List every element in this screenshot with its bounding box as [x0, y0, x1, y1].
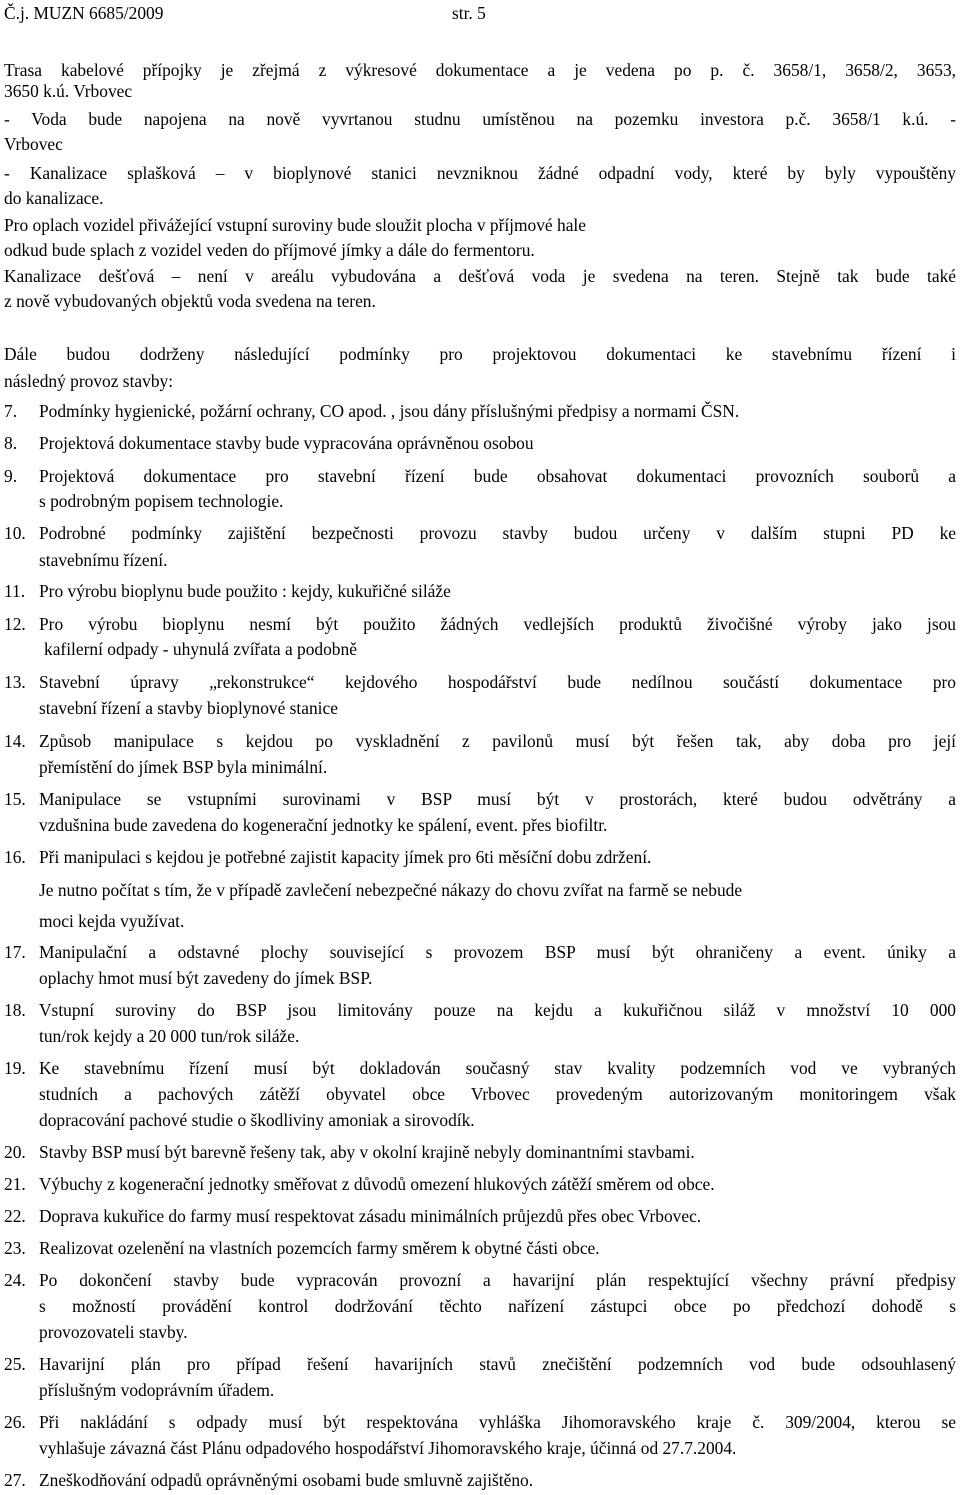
item-number: 9.: [4, 466, 18, 486]
item-number: 10.: [4, 523, 26, 543]
item-number: 7.: [4, 401, 18, 421]
item-line: provozovateli stavby.: [39, 1322, 188, 1342]
item-line: Podrobné podmínky zajištění bezpečnosti provozu stavby budou určeny v dalším stupni PD ke: [39, 523, 956, 543]
item-number: 15.: [4, 789, 26, 809]
intro-line: - Voda bude napojena na nově vyvrtanou studnu umístěnou na pozemku investora p.č. 3658/1 k.ú. -: [4, 109, 956, 129]
item-line: příslušným vodoprávním úřadem.: [39, 1380, 275, 1400]
item-line: Projektová dokumentace stavby bude vypracována oprávněnou osobou: [39, 433, 534, 453]
item-line: vyhlašuje závazná část Plánu odpadového hospodářství Jihomoravského kraje, účinná od 27.7.2004.: [39, 1438, 737, 1458]
item-line: přemístění do jímek BSP byla minimální.: [39, 757, 328, 777]
intro-line: Trasa kabelové přípojky je zřejmá z výkresové dokumentace a je vedena po p. č. 3658/1, 3658/2, 3653,: [4, 60, 956, 80]
item-line: kafilerní odpady - uhynulá zvířata a podobně: [44, 639, 357, 659]
item-line: oplachy hmot musí být zavedeny do jímek BSP.: [39, 968, 373, 988]
conditions-intro-line: následný provoz stavby:: [4, 371, 174, 391]
item-number: 12.: [4, 614, 26, 634]
intro-line: z nově vybudovaných objektů voda svedena na teren.: [4, 291, 376, 311]
item-number: 20.: [4, 1142, 26, 1162]
item-line: moci kejda využívat.: [39, 911, 185, 931]
item-number: 19.: [4, 1058, 26, 1078]
item-number: 27.: [4, 1470, 26, 1490]
intro-line: Kanalizace dešťová – není v areálu vybudována a dešťová voda je svedena na teren. Stejně tak bude také: [4, 266, 956, 286]
item-line: dopracování pachové studie o škodliviny amoniak a sirovodík.: [39, 1110, 475, 1130]
item-line: Po dokončení stavby bude vypracován provozní a havarijní plán respektující všechny právní předpisy: [39, 1270, 956, 1290]
item-number: 11.: [4, 581, 26, 601]
item-line: Stavební úpravy „rekonstrukce“ kejdového hospodářství bude nedílnou součástí dokumentace pro: [39, 672, 956, 692]
item-line: Zneškodňování odpadů oprávněnými osobami bude smluvně zajištěno.: [39, 1470, 534, 1490]
intro-line: do kanalizace.: [4, 188, 104, 208]
item-line: Doprava kukuřice do farmy musí respektovat zásadu minimálních průjezdů přes obec Vrbovec.: [39, 1206, 702, 1226]
item-line: studních a pachových zátěží obyvatel obce Vrbovec provedeným autorizovaným monitoringem však: [39, 1084, 956, 1104]
item-line: Při nakládání s odpady musí být respektována vyhláška Jihomoravského kraje č. 309/2004, kterou se: [39, 1412, 956, 1432]
item-number: 14.: [4, 731, 26, 751]
page-number: str. 5: [452, 3, 486, 23]
item-line: s podrobným popisem technologie.: [39, 491, 284, 511]
item-number: 24.: [4, 1270, 26, 1290]
item-line: Výbuchy z kogenerační jednotky směřovat z důvodů omezení hlukových zátěží směrem od obce.: [39, 1174, 715, 1194]
item-line: Manipulační a odstavné plochy související s provozem BSP musí být ohraničeny a event. úniky a: [39, 942, 956, 962]
item-line: Stavby BSP musí být barevně řešeny tak, aby v okolní krajině nebyly dominantními stavbami.: [39, 1142, 695, 1162]
item-number: 26.: [4, 1412, 26, 1432]
conditions-intro-line: Dále budou dodrženy následující podmínky pro projektovou dokumentaci ke stavebnímu řízení i: [4, 344, 956, 364]
item-number: 8.: [4, 433, 18, 453]
item-line: s možností provádění kontrol dodržování těchto nařízení zástupci obce po předchozí dohodě s: [39, 1296, 956, 1316]
item-line: Realizovat ozelenění na vlastních pozemcích farmy směrem k obytné části obce.: [39, 1238, 600, 1258]
item-line: Podmínky hygienické, požární ochrany, CO apod. , jsou dány příslušnými předpisy a normami ČSN.: [39, 401, 740, 421]
item-number: 13.: [4, 672, 26, 692]
intro-line: - Kanalizace splašková – v bioplynové stanici nevzniknou žádné odpadní vody, které by byly vypouštěny: [4, 163, 956, 183]
intro-line: odkud bude splach z vozidel veden do příjmové jímky a dále do fermentoru.: [4, 240, 535, 260]
item-line: Projektová dokumentace pro stavební řízení bude obsahovat dokumentaci provozních souborů a: [39, 466, 956, 486]
intro-line: Pro oplach vozidel přivážející vstupní suroviny bude sloužit plocha v příjmové hale: [4, 215, 586, 235]
item-number: 22.: [4, 1206, 26, 1226]
page-header: [4, 2, 944, 24]
item-line: tun/rok kejdy a 20 000 tun/rok siláže.: [39, 1026, 300, 1046]
intro-line: Vrbovec: [4, 134, 63, 154]
item-line: Při manipulaci s kejdou je potřebné zajistit kapacity jímek pro 6ti měsíční dobu zdržení.: [39, 847, 652, 867]
reference-number: Č.j. MUZN 6685/2009: [4, 3, 164, 23]
item-line: stavební řízení a stavby bioplynové stanice: [39, 698, 338, 718]
item-number: 17.: [4, 942, 26, 962]
item-line: Pro výrobu bioplynu bude použito : kejdy, kukuřičné siláže: [39, 581, 451, 601]
item-line: stavebnímu řízení.: [39, 550, 168, 570]
item-line: Způsob manipulace s kejdou po vyskladnění z pavilonů musí být řešen tak, aby doba pro její: [39, 731, 956, 751]
item-line: Ke stavebnímu řízení musí být dokladován současný stav kvality podzemních vod ve vybraných: [39, 1058, 956, 1078]
intro-line: 3650 k.ú. Vrbovec: [4, 81, 133, 101]
item-line: Pro výrobu bioplynu nesmí být použito žádných vedlejších produktů živočišné výroby jako jsou: [39, 614, 956, 634]
item-number: 21.: [4, 1174, 26, 1194]
item-line: vzdušnina bude zavedena do kogenerační jednotky ke spálení, event. přes biofiltr.: [39, 815, 608, 835]
item-line: Havarijní plán pro případ řešení havarijních stavů znečištění podzemních vod bude odsouhlasený: [39, 1354, 956, 1374]
item-number: 16.: [4, 847, 26, 867]
item-number: 25.: [4, 1354, 26, 1374]
item-number: 18.: [4, 1000, 26, 1020]
item-number: 23.: [4, 1238, 26, 1258]
item-line: Vstupní suroviny do BSP jsou limitovány pouze na kejdu a kukuřičnou siláž v množství 10 000: [39, 1000, 956, 1020]
item-line: Manipulace se vstupními surovinami v BSP musí být v prostorách, které budou odvětrány a: [39, 789, 956, 809]
item-line: Je nutno počítat s tím, že v případě zavlečení nebezpečné nákazy do chovu zvířat na farmě se nebude: [39, 880, 743, 900]
